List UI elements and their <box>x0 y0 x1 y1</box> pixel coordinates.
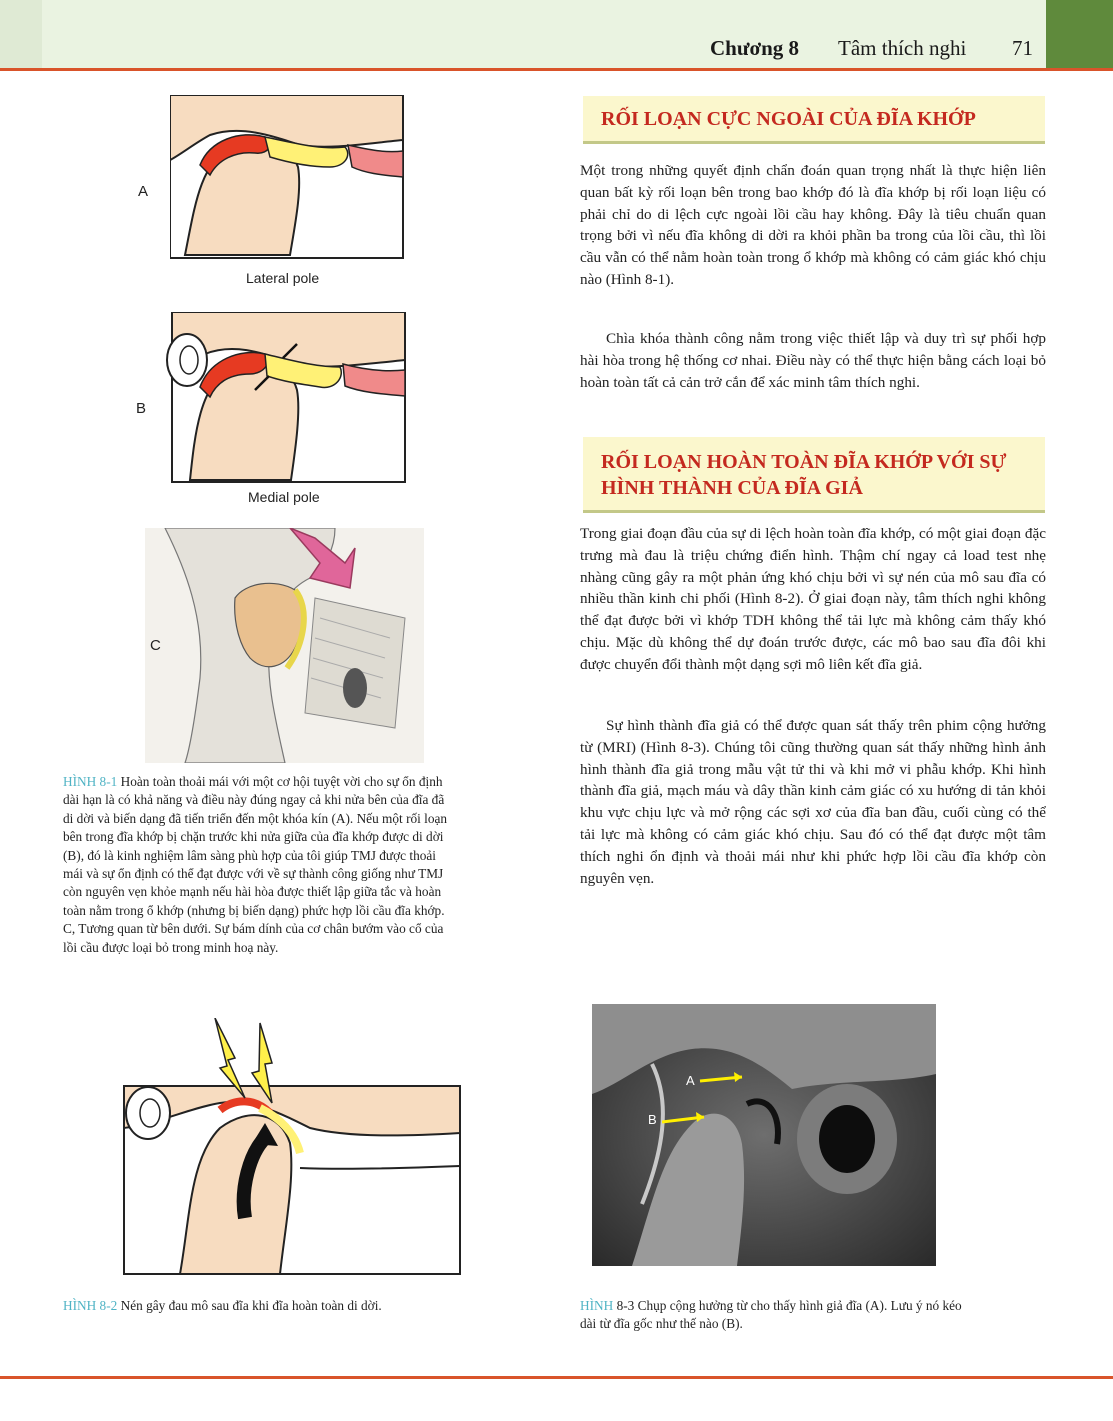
caption-line: di dời và biến dạng đã tiến triển đến một khóa kín (A). Nếu một rối loạn <box>63 810 448 826</box>
section1-paragraph-2: Chìa khóa thành công nằm trong việc thiết lập và duy trì sự phối hợp hài hòa trong hệ thống cơ nhai. Điều này có thể thực hiện bằng cách loại bỏ hoàn toàn tất cả cản trở cắn để xác minh tâm thích nghi. <box>580 330 1046 391</box>
caption-line: (B), đó là kinh nghiệm lâm sàng phù hợp của tôi giúp TMJ được thoải <box>63 847 436 863</box>
caption-line: lồi cầu được loại bỏ trong minh hoạ này. <box>63 939 279 955</box>
header-chapter-tab <box>1046 0 1113 68</box>
figure-8-1-a-illustration <box>170 95 405 260</box>
section1-paragraph-1: Một trong những quyết định chẩn đoán quan trọng nhất là thực hiện liên quan bất kỳ rối loạn bên trong bao khớp đó là đĩa khớp bị rối loạn liệu có phải chỉ do di lệch cực ngoài lồi cầu hay không. Đây là tiêu chuẩn quan trọng bởi vì nếu đĩa không di dời ra khỏi phần ba trong của lồi cầu, thì lồi cầu vẫn có thể nằm hoàn toàn trong ổ khớp mà không có cảm giác khó chịu nào (Hình 8-1). <box>580 162 1046 288</box>
figure-8-1-lateral-pole-label: Lateral pole <box>246 270 320 286</box>
figure-8-1-b-illustration <box>165 312 407 484</box>
heading-line: RỐI LOẠN HOÀN TOÀN ĐĨA KHỚP VỚI SỰ <box>601 451 1007 473</box>
caption-line: còn nguyên vẹn khỏe mạnh nếu hài hòa được thiết lập giữa tắc và hoàn <box>63 884 442 900</box>
caption-line: mái và sự ổn định có thể đạt được với về sự thành công giống như TMJ <box>63 866 444 882</box>
footer-rule <box>0 1376 1113 1379</box>
caption-line: bên trong đĩa khớp bị chặn trước khi nửa giữa của đĩa khớp được di dời <box>63 829 444 845</box>
caption-line: C, Tương quan từ bên dưới. Sự bám dính của cơ chân bướm vào cổ của <box>63 921 444 937</box>
section2-paragraph-1: Trong giai đoạn đầu của sự di lệch hoàn toàn đĩa khớp, có một giai đoạn đặc trưng mà đau là triệu chứng điển hình. Thậm chí ngay cả load test nhẹ nhàng cũng gây ra một phản ứng khó chịu bởi vì sự nén của mô sau đĩa có nhiều thần kinh chi phối (Hình 8-2). Ở giai đoạn này, tâm thích nghi không thể đạt được bởi vì khớp TDH không thể tải lực mà không cảm thấy khó chịu. Mặc dù không thể dự đoán trước được, các mô bao sau đĩa đôi khi được chuyển đổi thành một dạng sợi mô liên kết đĩa giả. <box>580 525 1046 673</box>
caption-text: Nén gây đau mô sau đĩa khi đĩa hoàn toàn di dời. <box>117 1298 382 1313</box>
figure-8-1-c-illustration <box>145 528 424 763</box>
figure-8-2-caption-label: HÌNH 8-2 <box>63 1298 118 1313</box>
figure-8-3-caption-label: HÌNH <box>580 1298 614 1313</box>
chapter-number: Chương 8 <box>710 36 800 60</box>
figure-8-3-label-a: A <box>686 1073 695 1088</box>
header-edge-decoration <box>0 0 42 68</box>
caption-line: Hoàn toàn thoải mái với một cơ hội tuyệt vời cho sự ổn định <box>117 774 443 789</box>
figure-8-2-illustration <box>120 1018 462 1276</box>
section-heading-extreme-lateral: RỐI LOẠN CỰC NGOÀI CỦA ĐĨA KHỚP <box>583 96 1045 144</box>
figure-8-3-label-b: B <box>648 1112 657 1127</box>
chapter-title: Tâm thích nghi <box>838 36 967 60</box>
heading-line: HÌNH THÀNH CỦA ĐĨA GIẢ <box>601 477 863 499</box>
section2-paragraph-2: Sự hình thành đĩa giả có thể được quan sát thấy trên phim cộng hưởng từ (MRI) (Hình 8-3). Chúng tôi cũng thường quan sát thấy những hình ảnh hình thành đĩa giả trong mẫu vật tử thi và khi mở vi phẫu khớp. Khi hình thành đĩa giả, mạch máu và dây thần kinh cảm giác có xu hướng di tản khỏi khu vực chịu lực và mở rộng các sợi xơ của đĩa ban đầu, cuối cùng có thể tải lực mà không có cảm giác khó chịu. Sau đó có thể đạt được một tâm thích nghi ổn định và thoải mái như khi phức hợp lồi cầu đĩa khớp còn nguyên vẹn. <box>580 717 1046 887</box>
figure-8-1-label-a: A <box>138 183 149 200</box>
figure-8-1-medial-pole-label: Medial pole <box>248 489 320 505</box>
caption-line: 8-3 Chụp cộng hưởng từ cho thấy hình giả đĩa (A). Lưu ý nó kéo <box>613 1298 962 1313</box>
caption-line: toàn nằm trong ổ khớp (nhưng bị biến dạng) phức hợp lồi cầu đĩa khớp. <box>63 902 445 918</box>
caption-line: dài từ đĩa gốc như thế nào (B). <box>580 1316 743 1332</box>
figure-8-3-caption <box>580 1297 1050 1334</box>
figure-8-1-label-b: B <box>136 400 147 417</box>
caption-line: dài hạn là có khả năng và điều này đúng ngay cả khi nửa bên của đĩa đã <box>63 792 445 808</box>
figure-8-2-caption <box>63 1297 523 1315</box>
section-heading-pseudo-disc <box>583 437 1045 513</box>
figure-8-1-caption-label: HÌNH 8-1 <box>63 774 118 789</box>
header-rule <box>0 68 1113 71</box>
page-number: 71 <box>1012 36 1033 60</box>
figure-8-1-caption <box>63 773 533 957</box>
figure-8-1-label-c: C <box>150 637 161 654</box>
figure-8-3-mri-image <box>592 1004 936 1266</box>
